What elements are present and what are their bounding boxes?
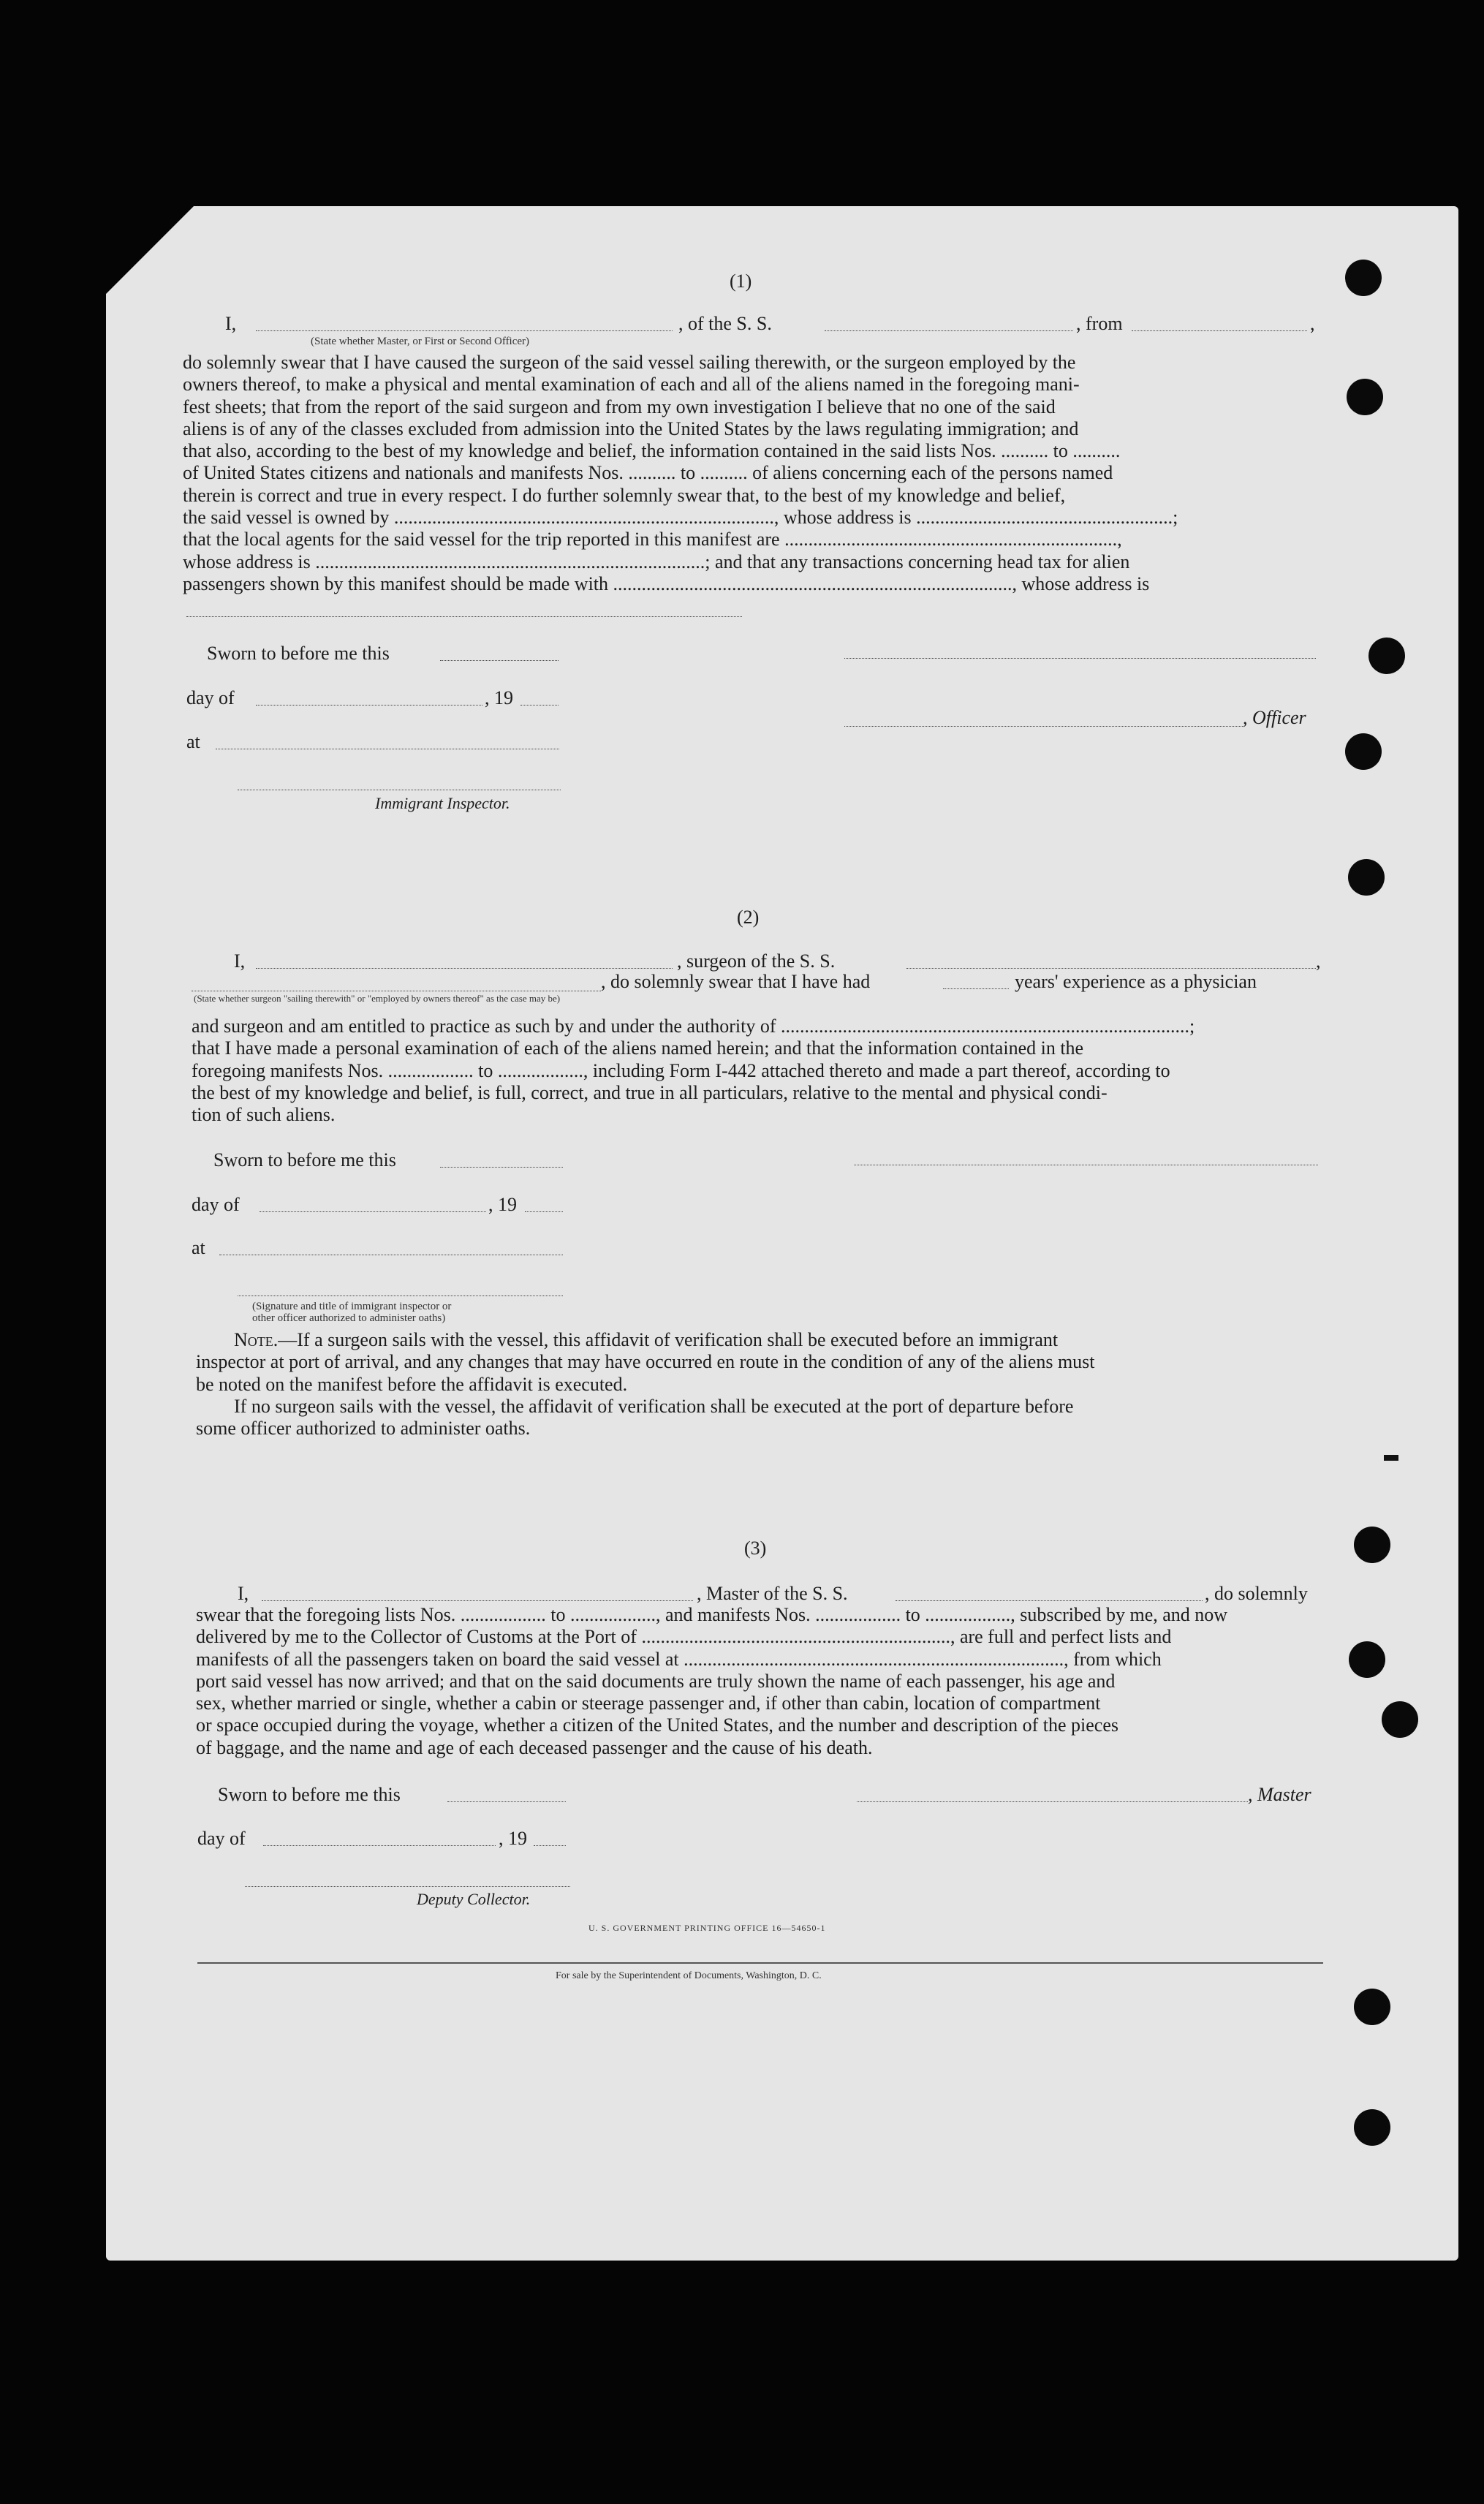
ink-mark [1384,1455,1398,1461]
body-line: delivered by me to the Collector of Customs at the Port of ................................................................., are full and perfect lists and [196,1626,1172,1648]
officer-line [844,726,1243,727]
master-of-label: , Master of the S. S. [697,1583,848,1604]
punch-hole [1348,859,1385,896]
body-line: aliens is of any of the classes excluded from admission into the United States by the laws regulating immigration; and [183,417,1079,439]
year-label: , 19 [488,1194,517,1215]
body-line: foregoing manifests Nos. .................. to .................., including Form I-442 attached thereto and made a part thereof, according to [192,1059,1170,1081]
solemnly-label: , do solemnly [1205,1583,1308,1604]
field-caption: (State whether Master, or First or Second Officer) [311,336,530,347]
sworn-line [440,1167,563,1168]
master-label: , Master [1248,1784,1311,1805]
at-label: at [192,1237,205,1258]
body-line: the best of my knowledge and belief, is full, correct, and true in all particulars, relative to the mental and physical condi- [192,1081,1108,1103]
master-signature-line [857,1801,1248,1802]
printing-office-imprint: U. S. GOVERNMENT PRINTING OFFICE 16—54650-1 [588,1923,826,1933]
body-line: passengers shown by this manifest should be made with ...................................................................................., whose address is [183,572,1150,594]
signature-line [844,658,1316,659]
section-number: (1) [730,271,752,292]
year-label: , 19 [485,687,513,708]
note-line: inspector at port of arrival, and any changes that may have occurred en route in the condition of any of the aliens must [196,1351,1095,1373]
comma: , [1310,313,1315,334]
collector-label: Deputy Collector. [417,1890,531,1908]
body-line: port said vessel has now arrived; and that on the said documents are truly shown the name of each passenger, his age and [196,1670,1116,1692]
year-line [520,705,559,706]
surgeon-label: , surgeon of the S. S. [677,950,836,972]
year-label: , 19 [499,1828,527,1849]
note-line [196,1329,1325,1351]
name-line [262,1600,693,1601]
body-line: or space occupied during the voyage, whether a citizen of the United States, and the number and description of the pieces [196,1714,1119,1736]
year-line [534,1845,566,1846]
body-line: owners thereof, to make a physical and mental examination of each and all of the aliens named in the foregoing mani- [183,374,1080,396]
footer-rule [197,1962,1323,1964]
body-line: of United States citizens and nationals and manifests Nos. .......... to .......... of aliens concerning each of the persons named [183,462,1113,484]
body-line: that also, according to the best of my knowledge and belief, the information contained in the said lists Nos. .......... to .......... [183,440,1121,462]
body-line: therein is correct and true in every respect. I do further solemnly swear that, to the best of my knowledge and belief, [183,484,1066,506]
note-line: be noted on the manifest before the affidavit is executed. [196,1373,628,1395]
signature-caption: (Signature and title of immigrant inspector or [252,1301,452,1312]
body-line: the said vessel is owned by ................................................................................, whose address is ......................................................; [183,507,1178,529]
sale-notice: For sale by the Superintendent of Documents, Washington, D. C. [556,1970,822,1981]
punch-hole [1347,379,1383,415]
swear-label: , do solemnly swear that I have had [601,971,871,992]
day-label: day of [186,687,235,708]
note-block [196,1329,1325,1440]
sworn-line [440,660,559,661]
day-label: day of [197,1828,246,1849]
punch-hole [1354,2109,1390,2146]
oath-intro: I, [238,1583,249,1604]
oath-body [192,1015,1321,1126]
body-line: that the local agents for the said vessel for the trip reported in this manifest are ......................................................................, [183,529,1122,551]
sworn-label: Sworn to before me this [213,1149,396,1170]
years-label: years' experience as a physician [1015,971,1257,992]
punch-hole [1354,1527,1390,1563]
oath-intro: I, [225,313,237,334]
signature-caption: other officer authorized to administer oaths) [252,1312,446,1324]
punch-hole [1345,733,1382,770]
body-line: sex, whether married or single, whether a cabin or steerage passenger and, if other than cabin, location of compartment [196,1692,1101,1714]
body-line: and surgeon and am entitled to practice as such by and under the authority of ......................................................................................; [192,1015,1195,1037]
officer-label: , Officer [1243,707,1306,728]
punch-hole [1368,638,1405,674]
body-line: fest sheets; that from the report of the said surgeon and from my own investigation I believe that no one of the said [183,396,1056,417]
body-line: do solemnly swear that I have caused the surgeon of the said vessel sailing therewith, or the surgeon employed by the [183,352,1076,373]
section-number: (2) [737,907,760,928]
sworn-line [447,1801,566,1802]
day-line [260,1211,486,1212]
body-line: that I have made a personal examination of each of the aliens named herein; and that the information contained in the [192,1037,1084,1059]
body-line: manifests of all the passengers taken on board the said vessel at ................................................................................, from which [196,1648,1162,1670]
body-line: tion of such aliens. [192,1104,336,1126]
oath-body [183,352,1317,595]
collector-signature-line [245,1886,570,1887]
body-line: swear that the foregoing lists Nos. .................. to .................., and manifests Nos. .................. to .................., subscribed by me, and now [196,1604,1228,1625]
punch-hole [1345,260,1382,296]
note-line: some officer authorized to administer oaths. [196,1418,531,1440]
body-line: whose address is ..................................................................................; and that any transactions concerning head tax for alien [183,551,1130,572]
punch-hole [1382,1701,1418,1738]
vessel-line [825,330,1073,331]
field-caption: (State whether surgeon "sailing therewith" or "employed by owners thereof" as the case may be) [194,993,561,1004]
sheet-corner [106,206,194,294]
sworn-label: Sworn to before me this [218,1784,401,1805]
at-label: at [186,731,200,752]
punch-hole [1349,1641,1385,1678]
vessel-line [906,968,1316,969]
day-line [263,1845,496,1846]
name-line [256,330,673,331]
vessel-line [896,1600,1203,1601]
from-label: , from [1076,313,1123,334]
note-line: If no surgeon sails with the vessel, the affidavit of verification shall be executed at the port of departure before [234,1395,1074,1417]
oath-body [196,1604,1325,1759]
from-line [1132,330,1307,331]
vessel-label: , of the S. S. [678,313,772,334]
years-line [943,988,1009,989]
oath-intro: I, [234,950,246,972]
body-line: of baggage, and the name and age of each deceased passenger and the cause of his death. [196,1736,873,1758]
note-label: Note. [234,1329,279,1350]
section-number: (3) [744,1537,767,1559]
day-line [256,705,482,706]
comma: , [1316,950,1321,972]
note-text: —If a surgeon sails with the vessel, this affidavit of verification shall be executed before an immigrant [278,1329,1059,1350]
inspector-label: Immigrant Inspector. [375,794,510,812]
sworn-label: Sworn to before me this [207,643,390,664]
day-label: day of [192,1194,240,1215]
name-line [256,968,673,969]
address-line [186,616,742,617]
punch-hole [1354,1989,1390,2025]
year-line [525,1211,563,1212]
